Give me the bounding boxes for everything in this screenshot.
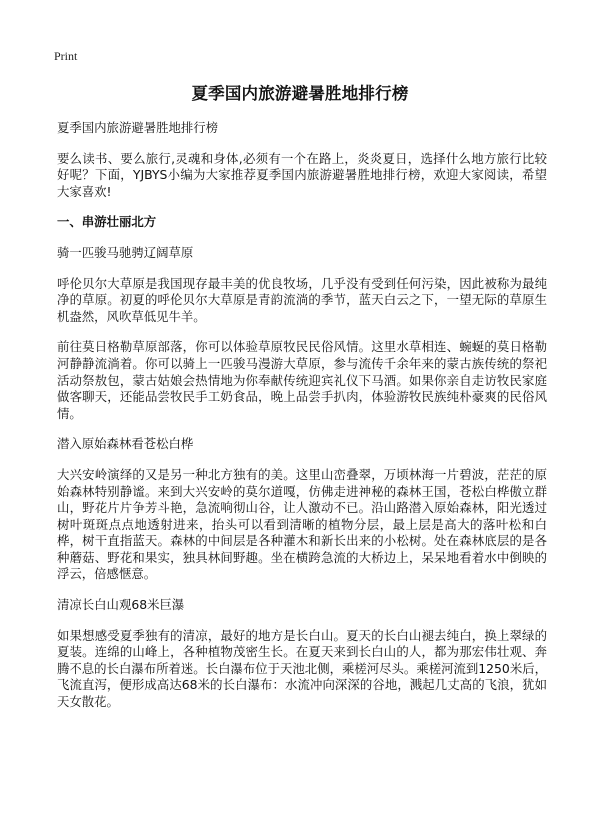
- paragraph: 如果想感受夏季独有的清凉，最好的地方是长白山。夏天的长白山褪去纯白，换上翠绿的夏装。连绵的山峰上，各种植物茂密生长。在夏天来到长白山的人，都为那宏伟壮观、奔腾不息的长白瀑布所着迷。长白瀑布位于天池北侧，乘槎河尽头。乘槎河流到1250米后，飞流直泻，便形成高达68米的长白瀑布：水流冲向深深的谷地，溅起几丈高的飞浪，犹如天女散花。: [57, 627, 547, 710]
- subsection-heading-changbai: 清凉长白山观68米巨瀑: [57, 597, 185, 613]
- document-subtitle: 夏季国内旅游避暑胜地排行榜: [57, 120, 219, 135]
- paragraph: 前往莫日格勒草原部落，你可以体验草原牧民民俗风情。这里水草相连、蜿蜒的莫日格勒河静静流淌着。你可以骑上一匹骏马漫游大草原，参与流传千余年来的蒙古族传统的祭祀活动祭敖包，蒙古姑娘会热情地为你奉献传统迎宾礼仪下马酒。如果你亲自走访牧民家庭做客聊天，还能品尝牧民手工奶食品，晚上品尝手扒肉，体验游牧民族纯朴豪爽的民俗风情。: [57, 339, 547, 421]
- paragraph: 大兴安岭演绎的又是另一种北方独有的美。这里山峦叠翠，万顷林海一片碧波，茫茫的原始森林特别静谧。来到大兴安岭的莫尔道嘎，仿佛走进神秘的森林王国，苍松白桦傲立群山，野花片片争芳斗艳，急流响彻山谷，让人激动不已。沿山路潜入原始森林，阳光透过树叶斑斑点点地透射进来，抬头可以看到清晰的植物分层，最上层是高大的落叶松和白桦，树干直指蓝天。森林的中间层是各种灌木和新长出来的小松树。处在森林底层的是各种蘑菇、野花和果实，独具林间野趣。坐在横跨急流的大桥边上，呆呆地看着水中倒映的浮云，倍感惬意。: [57, 466, 547, 582]
- document-title: 夏季国内旅游避暑胜地排行榜: [191, 84, 409, 103]
- subsection-heading-grassland: 骑一匹骏马驰骋辽阔草原: [57, 244, 194, 260]
- section-heading: 一、串游壮丽北方: [57, 214, 157, 230]
- document-body: [57, 120, 547, 725]
- intro-paragraph: 要么读书、要么旅行,灵魂和身体,必须有一个在路上，炎炎夏日，选择什么地方旅行比较好呢？下面，YJBYS小编为大家推荐夏季国内旅游避暑胜地排行榜，欢迎大家阅读，希望大家喜欢!: [57, 150, 547, 199]
- paragraph: 呼伦贝尔大草原是我国现存最丰美的优良牧场，几乎没有受到任何污染，因此被称为最纯净的草原。初夏的呼伦贝尔大草原是青韵流淌的季节，蓝天白云之下，一望无际的草原生机盎然，风吹草低见牛羊。: [57, 275, 547, 324]
- print-label[interactable]: Print: [54, 49, 78, 63]
- subsection-heading-forest: 潜入原始森林看苍松白桦: [57, 436, 194, 452]
